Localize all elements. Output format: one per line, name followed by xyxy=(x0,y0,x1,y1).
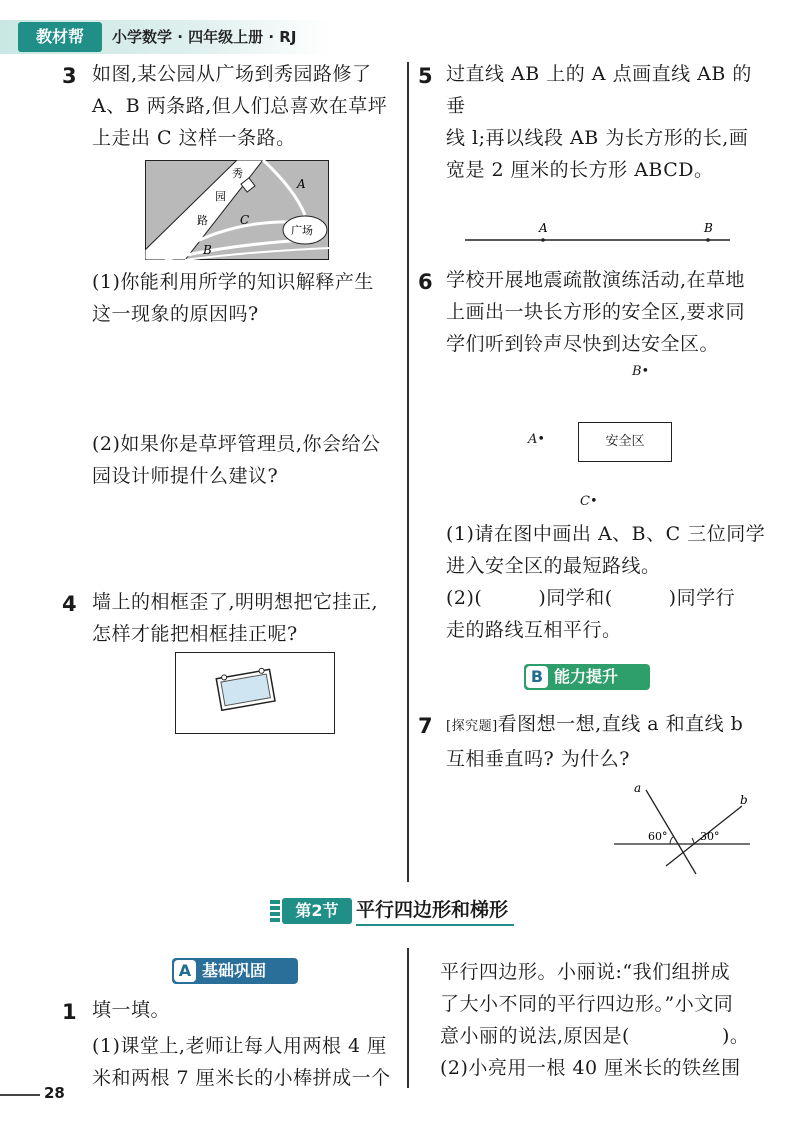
question-3-text xyxy=(92,58,402,154)
question-6-text xyxy=(446,264,766,360)
q5-line-2: 线 l;再以线段 AB 为长方形的长,画 xyxy=(446,127,749,149)
q6-sub2 xyxy=(446,582,776,646)
student-c-point: C• xyxy=(580,494,598,509)
section-b-letter: B xyxy=(526,666,548,688)
q6-line-2: 上画出一块长方形的安全区,要求同 xyxy=(446,301,746,323)
continuation-line-3a: 意小丽的说法,原因是( xyxy=(440,1025,630,1047)
q6-sub1 xyxy=(446,518,766,582)
road-char-1: 秀 xyxy=(232,167,243,180)
continuation-line-4: (2)小亮用一根 40 厘米长的铁丝围 xyxy=(440,1057,741,1079)
q5-line-3: 宽是 2 厘米的长方形 ABCD。 xyxy=(446,159,714,181)
angle-60-label: 60° xyxy=(648,830,668,843)
q6-sub2-part-c: )同学行 xyxy=(668,587,736,609)
section-b-label: 能力提升 xyxy=(554,667,619,686)
chapter-title: 平行四边形和梯形 xyxy=(356,896,514,926)
p1-line-2: 米和两根 7 厘米长的小棒拼成一个 xyxy=(92,1067,391,1089)
question-4-text xyxy=(92,586,402,650)
inquiry-tag: [探究题] xyxy=(446,719,498,734)
problem-1-text xyxy=(92,1030,402,1094)
path-label-b: B xyxy=(203,243,212,257)
q3-sub2 xyxy=(92,428,402,492)
q3-line-1: 如图,某公园从广场到秀园路修了 xyxy=(92,63,372,85)
column-divider-top xyxy=(407,62,409,882)
page-number: 28 xyxy=(44,1084,65,1102)
picture-frame-figure xyxy=(175,652,335,734)
q3-sub2-line-2: 园设计师提什么建议? xyxy=(92,465,279,487)
road-char-2: 园 xyxy=(215,190,226,203)
q6-line-3: 学们听到铃声尽快到达安全区。 xyxy=(446,333,720,355)
chapter-decoration xyxy=(270,898,280,922)
section-a-badge xyxy=(172,958,298,984)
brand-logo: 教材帮 xyxy=(18,22,102,52)
q6-sub2-part-a: (2)( xyxy=(446,587,483,609)
q6-line-1: 学校开展地震疏散演练活动,在草地 xyxy=(446,269,746,291)
q7-line-2: 互相垂直吗? 为什么? xyxy=(446,748,630,770)
question-5-number: 5 xyxy=(418,64,433,88)
section-a-label: 基础巩固 xyxy=(202,961,267,980)
q6-sub2-line-1 xyxy=(446,582,776,614)
line-ab-figure xyxy=(460,218,740,248)
continuation-line-1: 平行四边形。小丽说:“我们组拼成 xyxy=(440,961,731,983)
student-b-point: B• xyxy=(632,364,650,379)
q6-sub1-line-2: 进入安全区的最短路线。 xyxy=(446,555,661,577)
problem-1-title: 填一填。 xyxy=(92,999,171,1021)
continuation-line-3 xyxy=(440,1020,780,1052)
path-label-c: C xyxy=(240,213,250,227)
section-a-letter: A xyxy=(174,960,196,982)
continuation-line-2: 了大小不同的平行四边形。”小文同 xyxy=(440,993,734,1015)
safety-zone: 安全区 xyxy=(578,422,672,462)
line-b-label: b xyxy=(740,793,748,807)
q5-line-1: 过直线 AB 上的 A 点画直线 AB 的垂 xyxy=(446,63,752,117)
q3-sub1 xyxy=(92,266,402,330)
angle-lines-figure xyxy=(612,778,752,878)
park-figure xyxy=(145,160,329,260)
line-a-label: a xyxy=(634,781,642,795)
question-5-text xyxy=(446,58,766,186)
point-a-label: A xyxy=(539,221,548,235)
chapter-section-badge: 第2节 xyxy=(282,898,352,924)
right-continuation-text xyxy=(440,956,780,1084)
road-char-3: 路 xyxy=(197,214,208,227)
footer-rule xyxy=(0,1094,40,1096)
question-3-number: 3 xyxy=(62,64,77,88)
section-b-badge xyxy=(524,664,650,690)
q3-sub1-line-1: (1)你能利用所学的知识解释产生 xyxy=(92,271,374,293)
question-7-text xyxy=(446,708,776,775)
q3-sub2-line-1: (2)如果你是草坪管理员,你会给公 xyxy=(92,433,381,455)
q4-line-1: 墙上的相框歪了,明明想把它挂正, xyxy=(92,591,379,613)
point-b-label: B xyxy=(704,221,713,235)
q4-line-2: 怎样才能把相框挂正呢? xyxy=(92,623,298,645)
q6-sub1-line-1: (1)请在图中画出 A、B、C 三位同学 xyxy=(446,523,766,545)
p1-line-1: (1)课堂上,老师让每人用两根 4 厘 xyxy=(92,1035,387,1057)
question-6-number: 6 xyxy=(418,270,433,294)
book-title: 小学数学 · 四年级上册 · RJ xyxy=(112,28,297,46)
path-label-a: A xyxy=(297,177,306,191)
q3-line-3: 上走出 C 这样一条路。 xyxy=(92,127,296,149)
student-a-point: A• xyxy=(528,432,546,447)
problem-1-number: 1 xyxy=(62,1000,77,1024)
question-7-number: 7 xyxy=(418,714,433,738)
column-divider-bottom xyxy=(407,948,409,1088)
question-4-number: 4 xyxy=(62,592,77,616)
q6-sub2-part-b: )同学和( xyxy=(538,587,613,609)
q3-line-2: A、B 两条路,但人们总喜欢在草坪 xyxy=(92,95,388,117)
q3-sub1-line-2: 这一现象的原因吗? xyxy=(92,303,259,325)
angle-30-label: 30° xyxy=(700,830,720,843)
continuation-line-3b: )。 xyxy=(721,1025,750,1047)
q7-line-1 xyxy=(446,708,776,743)
q6-sub2-line-2: 走的路线互相平行。 xyxy=(446,619,622,641)
q7-line-1-text: 看图想一想,直线 a 和直线 b xyxy=(497,713,744,735)
plaza-label: 广场 xyxy=(291,224,313,237)
